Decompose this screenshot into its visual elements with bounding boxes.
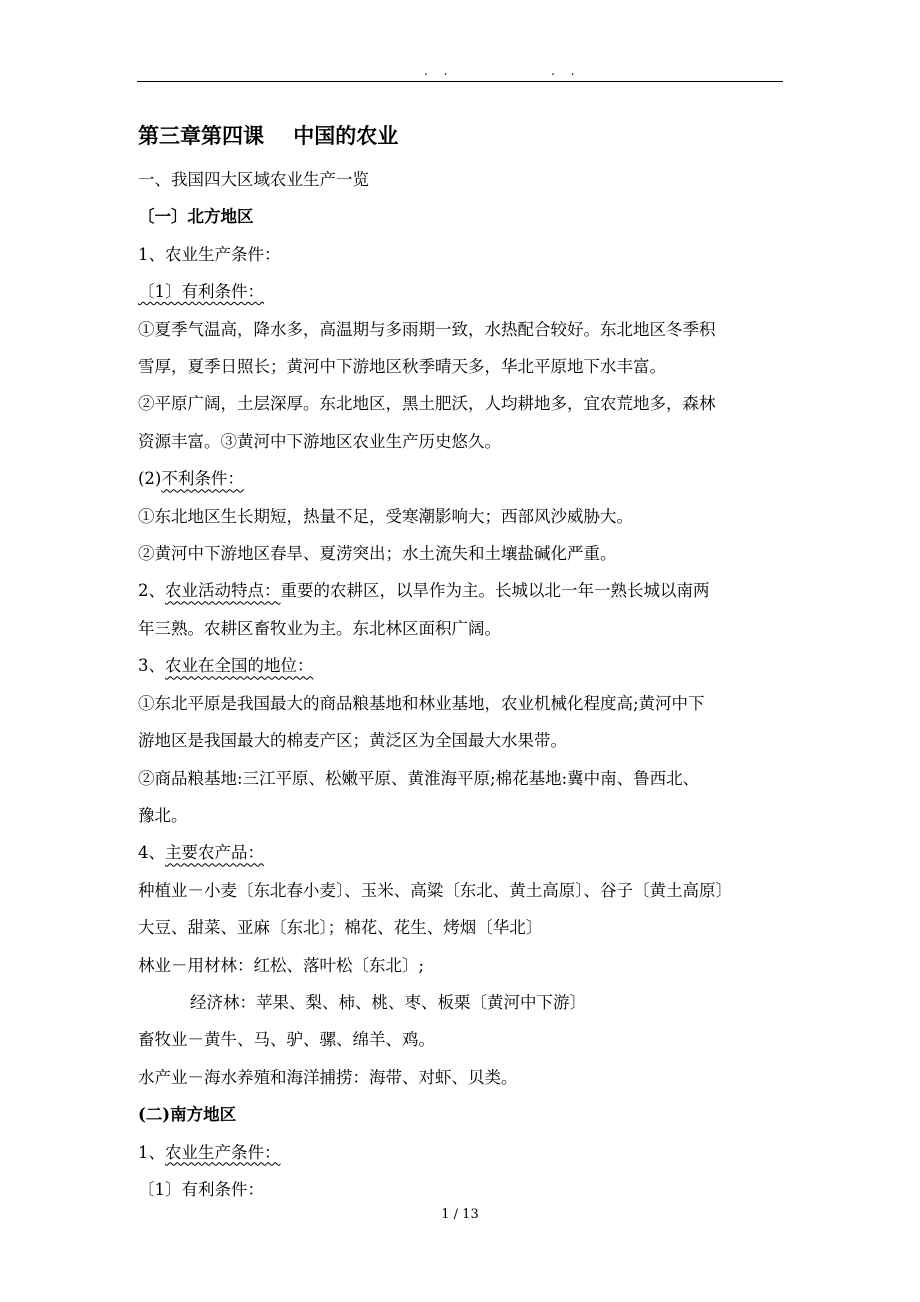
south-conditions-label: 农业生产条件： <box>165 1142 281 1162</box>
section-heading: 一、我国四大区域农业生产一览 <box>138 170 369 189</box>
north-favorable-label: 〔1〕有利条件： <box>138 282 264 302</box>
north-products-forest-a: 林业－用材林：红松、落叶松〔东北〕; <box>138 955 425 975</box>
south-favorable-heading: 〔1〕有利条件： <box>138 1179 264 1199</box>
north-products-crop-a: 种植业－小麦〔东北春小麦〕、玉米、高粱〔东北、黄土高原〕、谷子〔黄土高原〕 <box>138 880 732 900</box>
document-body <box>138 118 788 1208</box>
north-products-forest-b: 经济林：苹果、梨、柿、桃、枣、板栗〔黄河中下游〕 <box>190 992 586 1012</box>
north-unfavorable-1: ①东北地区生长期短，热量不足，受寒潮影响大；西部风沙威胁大。 <box>138 506 633 526</box>
page-title: 第三章第四课 中国的农业 <box>138 123 399 148</box>
north-activity-text: 重要的农耕区，以旱作为主。长城以北一年一熟长城以南两 <box>280 581 710 601</box>
south-region-heading: (二)南方地区 <box>138 1105 237 1125</box>
page-number: 1 / 13 <box>441 1207 479 1222</box>
north-products-animal: 畜牧业－黄牛、马、驴、骡、绵羊、鸡。 <box>138 1030 435 1050</box>
north-status-prefix: 3、 <box>138 656 165 676</box>
north-activity-prefix: 2、 <box>138 581 165 601</box>
north-products-crop-b: 大豆、甜菜、亚麻〔东北〕；棉花、花生、烤烟〔华北〕 <box>138 918 543 938</box>
south-conditions-prefix: 1、 <box>138 1142 165 1162</box>
north-products-prefix: 4、 <box>138 843 165 863</box>
north-status-heading <box>138 647 788 684</box>
south-conditions-heading <box>138 1134 788 1171</box>
north-status-1b: 游地区是我国最大的棉麦产区；黄泛区为全国最大水果带。 <box>138 731 567 751</box>
north-favorable-2b: 资源丰富。③黄河中下游地区农业生产历史悠久。 <box>138 431 501 451</box>
north-conditions-heading: 1、农业生产条件： <box>138 244 281 264</box>
north-products-water: 水产业－海水养殖和海洋捕捞：海带、对虾、贝类。 <box>138 1067 518 1087</box>
north-activity-b: 年三熟。农耕区畜牧业为主。东北林区面积广阔。 <box>138 618 501 638</box>
north-favorable-heading <box>138 273 788 310</box>
north-activity-label: 农业活动特点： <box>165 581 281 601</box>
north-favorable-1a: ①夏季气温高，降水多，高温期与多雨期一致，水热配合较好。东北地区冬季积 <box>138 319 716 339</box>
north-favorable-1b: 雪厚，夏季日照长；黄河中下游地区秋季晴天多，华北平原地下水丰富。 <box>138 357 666 377</box>
north-unfavorable-prefix: (2) <box>138 469 162 489</box>
north-status-label: 农业在全国的地位： <box>165 656 314 676</box>
north-products-label: 主要农产品： <box>165 843 264 863</box>
north-unfavorable-label: 不利条件： <box>161 469 244 489</box>
north-unfavorable-heading <box>138 460 788 497</box>
north-region-heading: 〔一〕北方地区 <box>138 207 254 227</box>
north-products-heading <box>138 834 788 871</box>
north-status-1a: ①东北平原是我国最大的商品粮基地和林业基地，农业机械化程度高;黄河中下 <box>138 693 705 713</box>
north-status-2b: 豫北。 <box>138 805 188 825</box>
header-rule <box>137 81 783 82</box>
header-dots-right: . . <box>551 64 581 78</box>
north-unfavorable-2: ②黄河中下游地区春旱、夏涝突出；水土流失和土壤盐碱化严重。 <box>138 544 617 564</box>
header-dots-left: . . <box>424 64 454 78</box>
north-favorable-2a: ②平原广阔，土层深厚。东北地区，黑土肥沃，人均耕地多，宜农荒地多，森林 <box>138 394 716 414</box>
north-status-2a: ②商品粮基地:三江平原、松嫩平原、黄淮海平原;棉花基地:冀中南、鲁西北、 <box>138 768 700 788</box>
north-activity-a <box>138 572 788 609</box>
